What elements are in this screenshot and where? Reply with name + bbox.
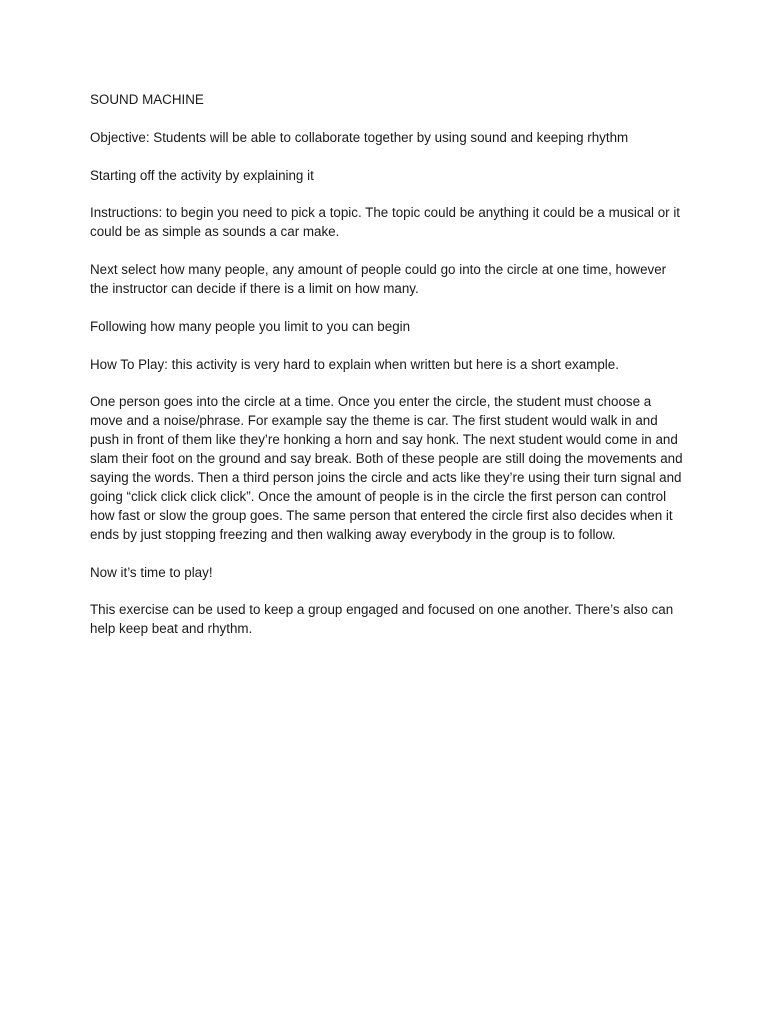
play-paragraph: Now it’s time to play! bbox=[90, 564, 213, 580]
how-to-play-paragraph: How To Play: this activity is very hard to explain when written but here is a short example. bbox=[90, 356, 619, 372]
participants-paragraph: Next select how many people, any amount of people could go into the circle at one time, however the instructor can decide if there is a limit on how many. bbox=[90, 262, 667, 296]
document-body bbox=[90, 91, 684, 658]
begin-paragraph: Following how many people you limit to you can begin bbox=[90, 318, 411, 334]
intro-paragraph: Starting off the activity by explaining it bbox=[90, 167, 314, 183]
example-paragraph: One person goes into the circle at a time. Once you enter the circle, the student must choose a move and a noise/phrase. For example say the theme is car. The first student would walk in and push in front of them like they’re honking a horn and say honk. The next student would come in and slam their foot on the ground and say break. Both of these people are still doing the movements and saying the words. Then a third person joins the circle and acts like they’re using their turn signal and going “click click click click”. Once the amount of people is in the circle the first person can control how fast or slow the group goes. The same person that entered the circle first also decides when it ends by just stopping freezing and then walking away everybody in the group is to follow. bbox=[90, 394, 683, 542]
instructions-paragraph: Instructions: to begin you need to pick a topic. The topic could be anything it could be a musical or it could be as simple as sounds a car make. bbox=[90, 205, 681, 240]
document-title: SOUND MACHINE bbox=[90, 92, 204, 107]
objective-paragraph: Objective: Students will be able to collaborate together by using sound and keeping rhythm bbox=[90, 129, 629, 145]
closing-paragraph: This exercise can be used to keep a group engaged and focused on one another. There’s also can help keep beat and rhythm. bbox=[90, 602, 674, 637]
